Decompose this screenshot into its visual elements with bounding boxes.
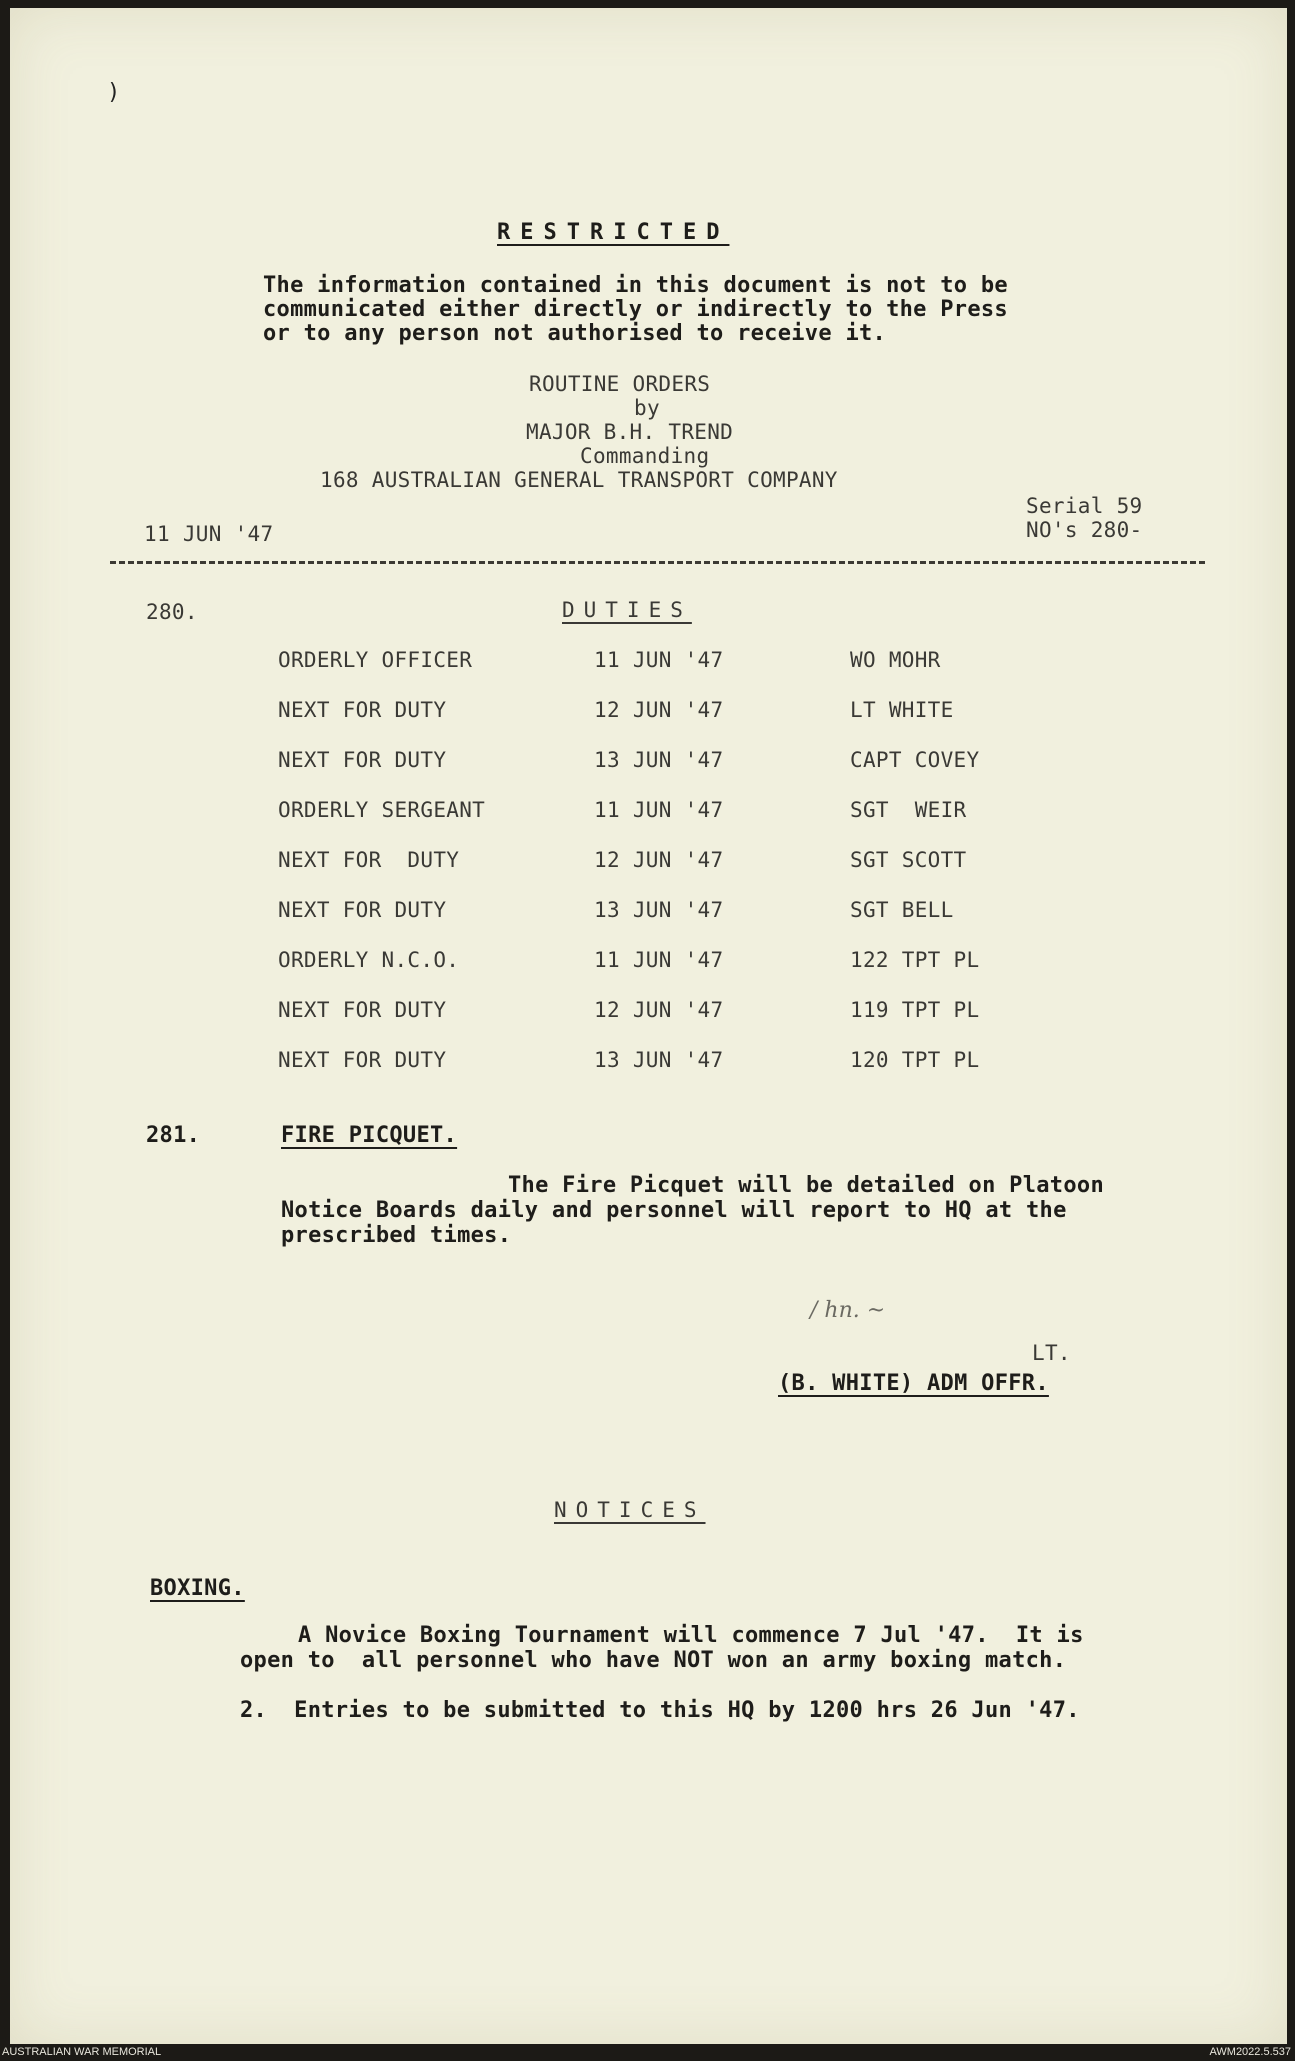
duty-date: 13 JUN '47 (594, 1048, 724, 1072)
duty-role: ORDERLY N.C.O. (278, 948, 460, 972)
order-numbers: NO's 280- (1026, 518, 1143, 542)
duty-assignee: WO MOHR (850, 648, 941, 672)
duty-date: 11 JUN '47 (594, 948, 724, 972)
title-unit: 168 AUSTRALIAN GENERAL TRANSPORT COMPANY (320, 468, 838, 492)
document-page (10, 8, 1287, 2044)
duty-date: 12 JUN '47 (594, 698, 724, 722)
duty-assignee: LT WHITE (850, 698, 954, 722)
notice-line-3: or to any person not authorised to receive it. (263, 321, 887, 346)
fire-picquet-line-3: prescribed times. (281, 1223, 512, 1248)
signatory-rank: LT. (1032, 1341, 1071, 1365)
duties-heading: DUTIES (562, 598, 692, 622)
duty-role: NEXT FOR DUTY (278, 848, 460, 872)
duty-assignee: SGT SCOTT (850, 848, 967, 872)
boxing-heading: BOXING. (150, 1576, 245, 1601)
boxing-line-3: 2. Entries to be submitted to this HQ by 1200 hrs 26 Jun '47. (240, 1698, 1080, 1723)
classification-heading: RESTRICTED (497, 220, 730, 245)
duty-role: NEXT FOR DUTY (278, 898, 447, 922)
title-by: by (634, 396, 660, 420)
duty-role: ORDERLY OFFICER (278, 648, 473, 672)
duty-role: NEXT FOR DUTY (278, 698, 447, 722)
fire-picquet-line-2: Notice Boards daily and personnel will report to HQ at the (281, 1198, 1067, 1223)
duty-role: NEXT FOR DUTY (278, 748, 447, 772)
footer-reference: AWM2022.5.537 (1209, 2046, 1291, 2058)
duties-number: 280. (146, 600, 198, 624)
duty-assignee: 120 TPT PL (850, 1048, 980, 1072)
handwritten-signature: / hn. ~ (810, 1298, 886, 1323)
title-commander: MAJOR B.H. TREND (526, 420, 734, 444)
duty-date: 13 JUN '47 (594, 748, 724, 772)
duty-assignee: CAPT COVEY (850, 748, 980, 772)
duty-date: 12 JUN '47 (594, 998, 724, 1022)
duty-role: NEXT FOR DUTY (278, 1048, 447, 1072)
duty-assignee: SGT BELL (850, 898, 954, 922)
notice-line-1: The information contained in this document is not to be (263, 273, 1008, 298)
duty-assignee: 122 TPT PL (850, 948, 980, 972)
notice-line-2: communicated either directly or indirectly to the Press (263, 297, 1008, 322)
duty-date: 13 JUN '47 (594, 898, 724, 922)
duty-date: 11 JUN '47 (594, 648, 724, 672)
serial-number: Serial 59 (1026, 494, 1143, 518)
title-commanding: Commanding (580, 444, 710, 468)
fire-picquet-heading: FIRE PICQUET. (281, 1123, 458, 1148)
notices-heading: NOTICES (554, 1498, 706, 1522)
footer-institution: AUSTRALIAN WAR MEMORIAL (2, 2046, 162, 2058)
fire-picquet-line-1: The Fire Picquet will be detailed on Platoon (508, 1173, 1104, 1198)
duty-assignee: SGT WEIR (850, 798, 967, 822)
separator-line (110, 561, 1205, 564)
duty-role: ORDERLY SERGEANT (278, 798, 486, 822)
duty-date: 12 JUN '47 (594, 848, 724, 872)
fire-picquet-number: 281. (146, 1123, 201, 1148)
duty-role: NEXT FOR DUTY (278, 998, 447, 1022)
signatory-name: (B. WHITE) ADM OFFR. (778, 1371, 1049, 1396)
ink-mark: ) (107, 80, 121, 105)
title-routine-orders: ROUTINE ORDERS (529, 372, 711, 396)
duty-assignee: 119 TPT PL (850, 998, 980, 1022)
boxing-line-1: A Novice Boxing Tournament will commence 7 Jul '47. It is (298, 1623, 1084, 1648)
boxing-line-2: open to all personnel who have NOT won an army boxing match. (240, 1648, 1067, 1673)
order-date: 11 JUN '47 (144, 522, 274, 546)
duty-date: 11 JUN '47 (594, 798, 724, 822)
